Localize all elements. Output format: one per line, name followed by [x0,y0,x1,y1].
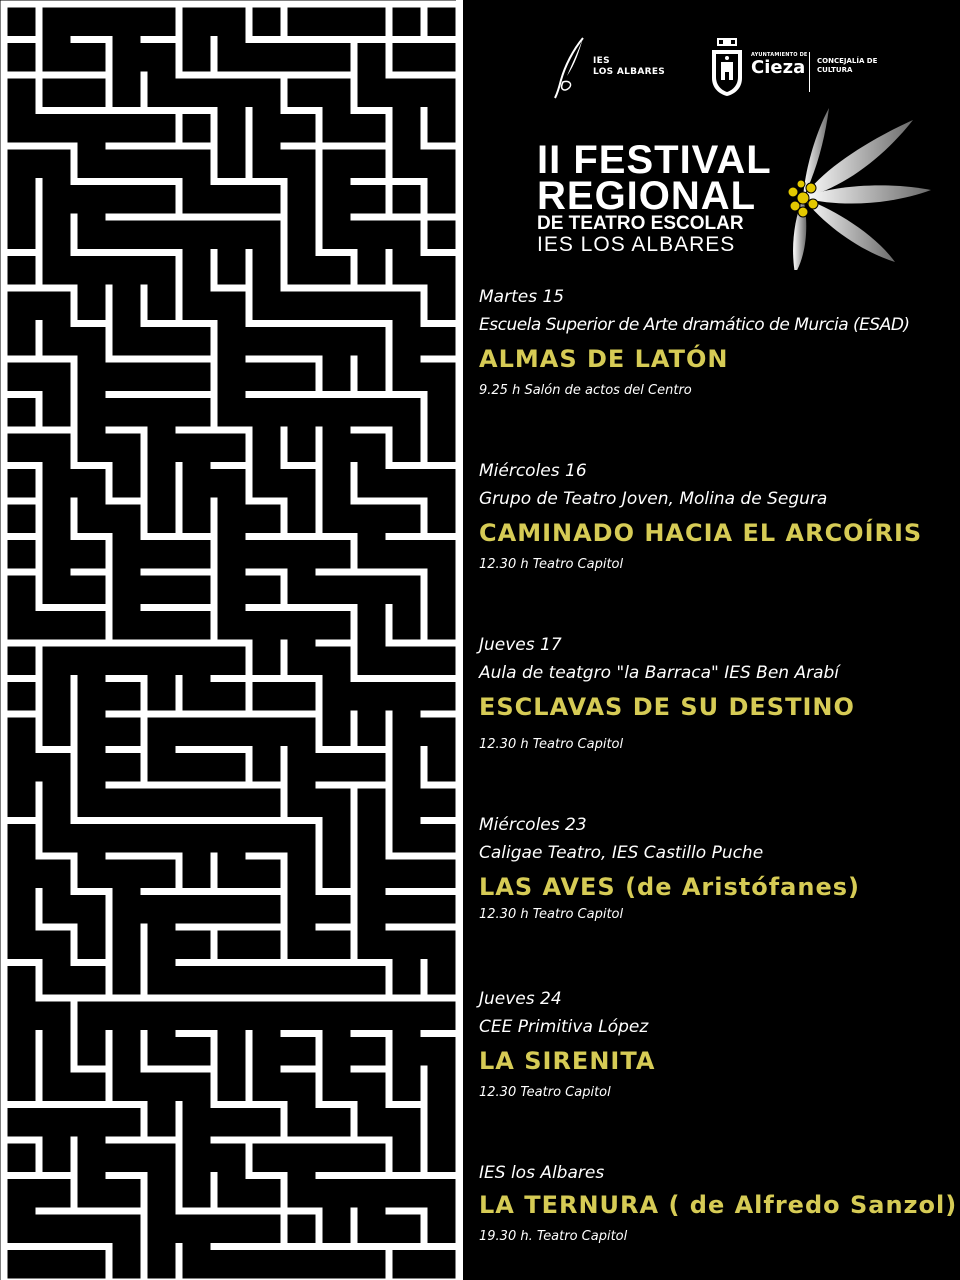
festival-line1: II FESTIVAL [537,138,772,182]
event-group: Escuela Superior de Arte dramático de Murcia (ESAD) [479,315,910,335]
event-group: CEE Primitiva López [479,1017,649,1037]
event-day: Miércoles 23 [479,815,587,835]
maze-illustration [0,0,463,1280]
ies-line2: LOS ALBARES [593,67,666,77]
event-info: 12.30 Teatro Capitol [479,1085,611,1100]
event-day: Jueves 17 [479,635,562,655]
event-info: 19.30 h. Teatro Capitol [479,1229,628,1244]
event-info: 9.25 h Salón de actos del Centro [479,383,692,398]
event-title: LAS AVES (de Aristófanes) [479,873,860,901]
event-info: 12.30 h Teatro Capitol [479,737,624,752]
event-day: Miércoles 16 [479,461,587,481]
event-title: ALMAS DE LATÓN [479,345,729,373]
program-panel [463,0,960,1280]
logo-divider [809,52,810,92]
feather-icon [551,36,591,100]
festival-line4: IES LOS ALBARES [537,233,736,256]
concejalia-line1: CONCEJALÍA DE [817,57,878,65]
event-title: LA TERNURA ( de Alfredo Sanzol) [479,1191,958,1219]
event-title: CAMINADO HACIA EL ARCOÍRIS [479,519,923,547]
shield-icon [709,36,745,98]
event-6 [479,1162,959,1246]
event-day: Jueves 24 [479,989,562,1009]
event-group: Grupo de Teatro Joven, Molina de Segura [479,489,828,509]
festival-line2: REGIONAL [537,174,757,218]
sponsor-logos [551,36,951,106]
event-title: ESCLAVAS DE SU DESTINO [479,693,855,721]
festival-title [537,138,787,256]
cieza-logo [709,36,899,100]
cieza-name: Cieza [751,57,806,78]
event-title: LA SIRENITA [479,1047,656,1075]
concejalia-text [817,57,877,75]
event-info: 12.30 h Teatro Capitol [479,557,624,572]
event-group: IES los Albares [479,1163,605,1183]
event-3 [479,634,959,754]
flower-icon [759,100,949,270]
event-group: Caligae Teatro, IES Castillo Puche [479,843,764,863]
event-group: Aula de teatgro "la Barraca" IES Ben Arabí [479,663,840,683]
cieza-small-text: AYUNTAMIENTO DE [751,52,808,58]
event-info: 12.30 h Teatro Capitol [479,907,624,922]
festival-line3: DE TEATRO ESCOLAR [537,213,744,234]
event-2 [479,460,959,574]
event-4 [479,814,959,924]
concejalia-line2: CULTURA [817,66,853,74]
event-day: Martes 15 [479,287,565,307]
ies-los-albares-logo [551,36,681,100]
event-5 [479,988,959,1102]
event-1 [479,286,959,400]
ies-line1: IES [593,56,610,66]
